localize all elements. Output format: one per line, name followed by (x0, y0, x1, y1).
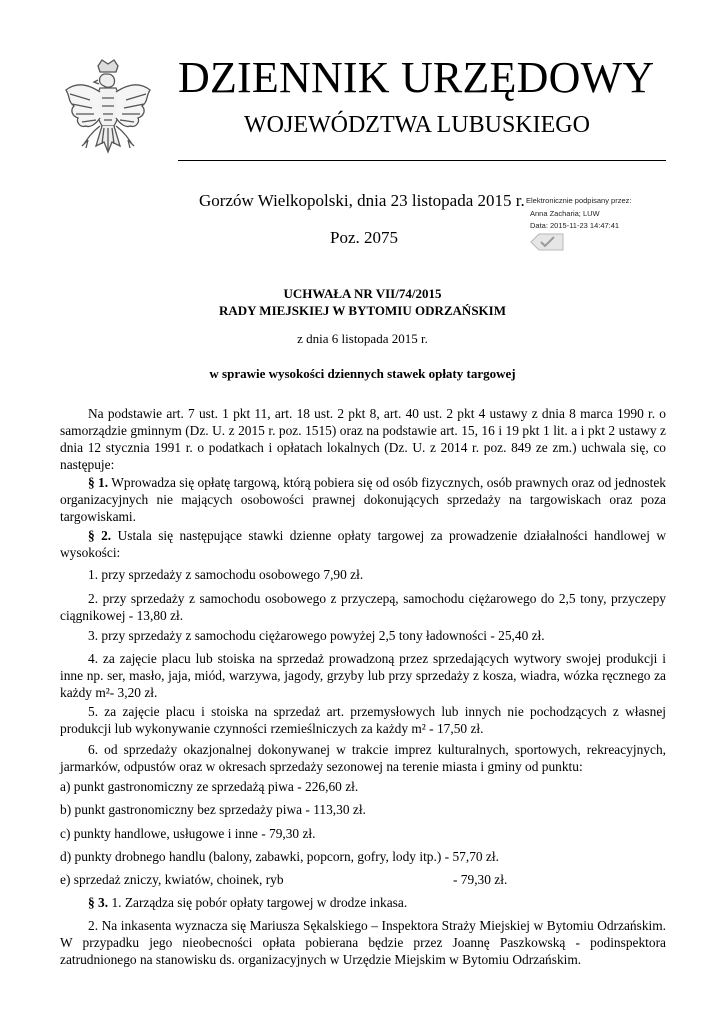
signature-line-signer: Anna Zacharia; LUW (530, 208, 600, 218)
header-divider (178, 160, 666, 161)
section-3-label: § 3. (88, 895, 109, 910)
signature-line-signed-by: Elektronicznie podpisany przez: (526, 196, 632, 205)
section-1-label: § 1. (88, 475, 109, 490)
section-3-point-2: 2. Na inkasenta wyznacza się Mariusza Sękalskiego – Inspektora Straży Miejskiej w Bytomiu Odrzańskim. W przypadku jego nieobecności opłata pobierana będzie przez Joannę Paszkowską - podinspektora zatrudnionego na stanowisku ds. organizacyjnych w Urzędzie Miejskim w Bytomiu Odrzańskim. (60, 918, 666, 967)
resolution-subject: w sprawie wysokości dziennych stawek opłaty targowej (209, 366, 516, 381)
signature-check-icon (530, 232, 564, 252)
section-1-paragraph (60, 474, 666, 525)
preamble-paragraph: Na podstawie art. 7 ust. 1 pkt 11, art. 18 ust. 2 pkt 8, art. 40 ust. 2 pkt 4 ustawy z dnia 8 marca 1990 r. o samorządzie gminnym (Dz. U. z 2015 r. poz. 1515) oraz na podstawie art. 15, 16 i 19 pkt 1 lit. a i pkt 2 ustawy z dnia 12 stycznia 1991 r. o podatkach i opłatach lokalnych (Dz. U. z 2014 r. poz. 849 ze zm.) uchwala się, co następuje: (60, 406, 666, 472)
section-3-paragraph (60, 894, 666, 911)
rate-item-e-amount: - 79,30 zł. (453, 872, 508, 887)
rate-item-1: 1. przy sprzedaży z samochodu osobowego 7,90 zł. (88, 567, 364, 582)
section-2-label: § 2. (88, 528, 112, 543)
resolution-number: UCHWAŁA NR VII/74/2015 (283, 286, 442, 301)
signature-line-date: Data: 2015-11-23 14:47:41 (530, 221, 620, 230)
position-number: Poz. 2075 (330, 228, 398, 247)
rate-item-c: c) punkty handlowe, usługowe i inne - 79,30 zł. (60, 826, 316, 841)
rate-item-a: a) punkt gastronomiczny ze sprzedażą piwa - 226,60 zł. (60, 779, 359, 794)
rate-item-e-label: e) sprzedaż zniczy, kwiatów, choinek, ryb (60, 872, 284, 887)
rate-item-d: d) punkty drobnego handlu (balony, zabawki, popcorn, gofry, lody itp.) - 57,70 zł. (60, 849, 499, 864)
resolution-title (0, 285, 725, 319)
place-and-date: Gorzów Wielkopolski, dnia 23 listopada 2015 r. (199, 191, 525, 210)
journal-subtitle: WOJEWÓDZTWA LUBUSKIEGO (244, 112, 590, 138)
rate-item-4: 4. za zajęcie placu lub stoiska na sprzedaż prowadzoną przez sprzedających wytwory swojej produkcji i inne np. ser, masło, jaja, miód, warzywa, jagody, grzyby lub przy sprzedaży z kosza, wiadra, wózka ręcznego za każdy m²- 3,20 zł. (60, 651, 666, 700)
rate-item-5: 5. za zajęcie placu i stoiska na sprzedaż art. przemysłowych lub innych nie pochodzących z własnej produkcji lub wykonywanie czynności rzemieślniczych za każdy m² - 17,50 zł. (60, 704, 666, 736)
section-3-text: 1. Zarządza się pobór opłaty targowej w drodze inkasa. (108, 895, 408, 910)
rate-item-3: 3. przy sprzedaży z samochodu ciężarowego powyżej 2,5 tony ładowności - 25,40 zł. (88, 628, 545, 643)
section-1-text: Wprowadza się opłatę targową, którą pobiera się od osób fizycznych, osób prawnych oraz od jednostek organizacyjnych nie mających osobowości prawnej dokonujących sprzedaży na targowiskach oraz poza targowiskami. (60, 475, 666, 524)
rate-item-6: 6. od sprzedaży okazjonalnej dokonywanej w trakcie imprez kulturalnych, sportowych, rekreacyjnych, jarmarków, odpustów oraz w okresach sprzedaży sezonowej na terenie miasta i gminy od punktu: (60, 742, 666, 774)
resolution-date: z dnia 6 listopada 2015 r. (297, 331, 428, 346)
section-2-text: Ustala się następujące stawki dzienne opłaty targowej za prowadzenie działalności handlowej w wysokości: (60, 528, 666, 560)
journal-title: DZIENNIK URZĘDOWY (178, 53, 655, 102)
rate-item-2: 2. przy sprzedaży z samochodu osobowego z przyczepą, samochodu ciężarowego do 2,5 tony, przyczepy ciągnikowej - 13,80 zł. (60, 591, 666, 623)
polish-eagle-emblem-icon (60, 56, 156, 164)
rate-item-b: b) punkt gastronomiczny bez sprzedaży piwa - 113,30 zł. (60, 802, 366, 817)
resolution-council: RADY MIEJSKIEJ W BYTOMIU ODRZAŃSKIM (218, 303, 506, 318)
electronic-signature-block (526, 195, 656, 233)
section-2-paragraph (60, 527, 666, 561)
